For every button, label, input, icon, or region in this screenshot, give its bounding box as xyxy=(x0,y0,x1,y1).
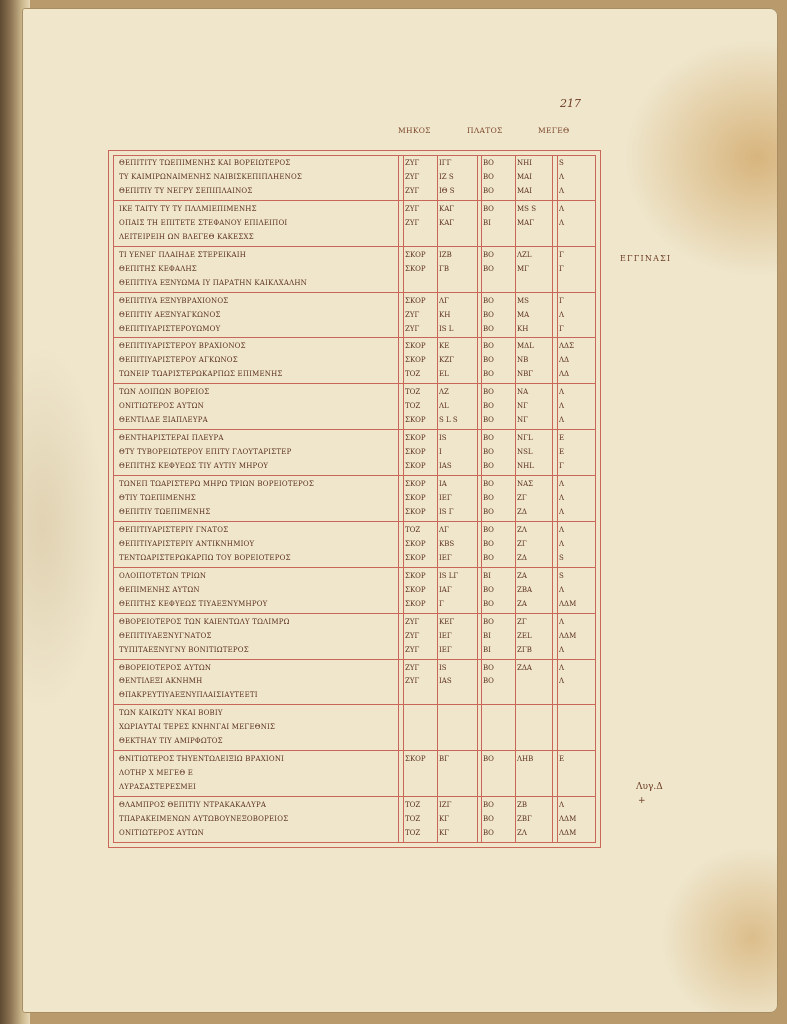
table-value-cell: ΣΚΟΡ xyxy=(405,571,426,580)
table-value-cell: ΣΚΟΡ xyxy=(405,480,426,489)
table-value-cell: ΒΟ xyxy=(483,617,494,626)
table-value-cell: ΒΟ xyxy=(483,815,494,824)
table-value-cell: Γ xyxy=(559,264,564,273)
table-value-cell: ΖΥΓ xyxy=(405,218,420,227)
table-value-cell: Λ xyxy=(559,801,565,810)
table-value-cell: ΖΛ xyxy=(517,525,527,534)
table-value-cell: ΙΕΓ xyxy=(439,494,452,503)
table-value-cell xyxy=(559,721,593,733)
table-value-cell: ΜΔL xyxy=(517,342,534,351)
table-value-cell: ΙS Γ xyxy=(439,507,454,516)
star-description-line: ΘΕΠΙΤΙΥ ΤΩΕΠΙΜΕΝΗΣ xyxy=(119,507,211,516)
table-value-cell: ΛΖL xyxy=(517,250,532,259)
table-value-cell: ΒΟ xyxy=(483,388,494,397)
table-value-cell: ΒΟ xyxy=(483,553,494,562)
folio-number: 217 xyxy=(560,97,581,110)
table-value-cell: Λ xyxy=(559,677,565,686)
table-value-cell: ΜΑΓ xyxy=(517,218,535,227)
table-value-cell: ΚΗ xyxy=(439,310,451,319)
table-value-cell: ΣΚΟΡ xyxy=(405,342,426,351)
table-value-cell: ΒΟ xyxy=(483,829,494,838)
table-value-cell: Λ xyxy=(559,416,565,425)
table-value-cell xyxy=(559,767,593,779)
table-value-cell: ΙΕΓ xyxy=(439,645,452,654)
table-value-cell: ΝΗL xyxy=(517,462,534,471)
star-description-line: ΘΕΠΙΤΙΥΑ ΕΞΝΥΩΜΑ ΙΥ ΠΑΡΑΤΗΝ ΚΑΙΚΛΧΑΛΗΝ xyxy=(119,278,308,287)
table-value-cell: Λ xyxy=(559,218,565,227)
table-value-cell: ΝSL xyxy=(517,448,533,457)
table-value-cell: ΒΟ xyxy=(483,677,494,686)
table-value-cell: ΣΚΟΡ xyxy=(405,416,426,425)
table-value-cell xyxy=(559,689,593,701)
table-value-cell: ΤΟΖ xyxy=(405,370,421,379)
star-description-line: ΟΝΙΤΙΩΤΕΡΟΣ ΑΥΤΩΝ xyxy=(119,402,204,411)
table-value-cell: ΙΕΓ xyxy=(439,553,452,562)
table-value-cell xyxy=(439,707,476,719)
star-description-line: ΤΩΝ ΛΟΙΠΩΝ ΒΟΡΕΙΟΣ xyxy=(119,388,210,397)
table-value-cell xyxy=(439,781,476,793)
star-description-line: ΘΕΠΙΜΕΝΗΣ ΑΥΤΩΝ xyxy=(119,585,200,594)
table-value-cell xyxy=(439,767,476,779)
star-description-line: ΤΩΝ ΚΑΙΚΩΤΥ ΝΚΑΙ ΒΟΒΙΥ xyxy=(119,709,223,718)
margin-note-lower xyxy=(636,780,663,808)
table-value-cell xyxy=(405,781,437,793)
table-value-cell: ΖΓ xyxy=(517,539,527,548)
table-value-cell: ΒΟ xyxy=(483,356,494,365)
star-description-line: ΘΕΚΤΗΑΥ ΤΙΥ ΑΜΙΡΦΩΤΟΣ xyxy=(119,737,223,746)
table-value-cell: ΒΟ xyxy=(483,539,494,548)
star-description-line: ΤΙ ΥΕΝΕΓ ΠΛΑΙΗΔΕ ΣΤΕΡΕΙΚΑΙΗ xyxy=(119,250,247,259)
table-value-cell xyxy=(517,721,551,733)
table-value-cell: ΤΟΖ xyxy=(405,402,421,411)
table-value-cell: Λ xyxy=(559,539,565,548)
table-value-cell: ΖΥΓ xyxy=(405,324,420,333)
table-value-cell: ΓΒ xyxy=(439,264,450,273)
table-value-cell: ΜΑΙ xyxy=(517,186,532,195)
star-description-line: ΤΥ ΚΑΙΜΙΡΩΝΑΙΜΕΝΗΣ ΝΑΙΒΙΣΚΕΠΙΠΛΗΕΝΟΣ xyxy=(119,172,303,181)
table-value-cell: ΖΥΓ xyxy=(405,172,420,181)
table-value-cell: ΒΟ xyxy=(483,296,494,305)
table-value-cell: ΒΟ xyxy=(483,402,494,411)
table-value-cell: ΖΔ xyxy=(517,553,527,562)
star-description-line: ΟΝΙΤΙΩΤΕΡΟΣ ΑΥΤΩΝ xyxy=(119,829,204,838)
table-value-cell xyxy=(439,689,476,701)
table-value-cell: ΙS L xyxy=(439,324,454,333)
table-value-cell: ΝΓ xyxy=(517,416,528,425)
table-value-cell: ΝΓ xyxy=(517,402,528,411)
table-value-cell: ΒΟ xyxy=(483,324,494,333)
table-value-cell xyxy=(439,721,476,733)
table-value-cell xyxy=(483,707,513,719)
table-value-cell: ΤΟΖ xyxy=(405,815,421,824)
table-value-cell xyxy=(559,231,593,243)
table-value-cell: ΙΑ xyxy=(439,480,447,489)
table-value-cell xyxy=(559,735,593,747)
table-value-cell xyxy=(517,689,551,701)
star-description-line: ΘΕΠΙΤΗΣ ΚΕΦΥΕΩΣ ΤΙΥΑΕΞΝΥΜΗΡΟΥ xyxy=(119,599,268,608)
star-description-line: ΤΠΑΡΑΚΕΙΜΕΝΩΝ ΑΥΤΩΒΟΥΝΕΞΟΒΟΡΕΙΟΣ xyxy=(119,815,289,824)
table-value-cell: ΝΑΣ xyxy=(517,480,534,489)
table-value-cell: ΛΔΜ xyxy=(559,815,577,824)
table-value-cell: ΖΒΑ xyxy=(517,585,533,594)
table-value-cell: ΙΖΒ xyxy=(439,250,452,259)
column-header-magnitude: ΜΕΓΕΘ xyxy=(538,126,570,135)
star-description-line: ΘΝΙΤΙΩΤΕΡΟΣ ΤΗΥΕΝΤΩΛΕΙΞΙΩ ΒΡΑΧΙΟΝΙ xyxy=(119,755,285,764)
table-value-cell: ΖΥΓ xyxy=(405,677,420,686)
table-value-cell xyxy=(439,231,476,243)
table-value-cell: ΚΑΓ xyxy=(439,218,455,227)
table-value-cell: ΖΥΓ xyxy=(405,663,420,672)
table-value-cell: S xyxy=(559,571,564,580)
table-value-cell: ΝΒ xyxy=(517,356,529,365)
table-value-cell xyxy=(559,781,593,793)
table-value-cell: ΣΚΟΡ xyxy=(405,494,426,503)
star-description-line: ΤΩΝΕΠ ΤΩΑΡΙΣΤΕΡΩ ΜΗΡΩ ΤΡΙΩΝ ΒΟΡΕΙΟΤΕΡΟΣ xyxy=(119,480,314,489)
table-value-cell: ΒΟ xyxy=(483,480,494,489)
table-value-cell xyxy=(517,781,551,793)
table-value-cell: ΣΚΟΡ xyxy=(405,599,426,608)
table-value-cell xyxy=(405,689,437,701)
star-description-line: ΘΕΝΤΙΛΔΕ ΞΙΑΠΛΕΥΡΑ xyxy=(119,416,208,425)
table-value-cell: ΖΔΑ xyxy=(517,663,532,672)
table-value-cell: ΒΟ xyxy=(483,585,494,594)
table-value-cell: ΣΚΟΡ xyxy=(405,507,426,516)
margin-note-lower-line: + xyxy=(638,796,646,806)
table-value-cell: ΚΒS xyxy=(439,539,455,548)
table-value-cell: ΒΟ xyxy=(483,370,494,379)
star-description-line: ΟΠΑΙΣ ΤΗ ΕΠΙΤΕΤΕ ΣΤΕΦΑΝΟΥ ΕΠΙΛΕΙΠΟΙ xyxy=(119,218,288,227)
table-value-cell: S L S xyxy=(439,416,458,425)
table-value-cell: Λ xyxy=(559,585,565,594)
star-description-line: ΘΤΙΥ ΤΩΕΠΙΜΕΝΗΣ xyxy=(119,494,196,503)
table-value-cell: ΙΖ S xyxy=(439,172,454,181)
table-value-cell: Λ xyxy=(559,402,565,411)
table-value-cell: ΙΑS xyxy=(439,462,452,471)
star-description-line: ΘΤΥ ΤΥΒΟΡΕΙΩΤΕΡΟΥ ΕΠΙΤΥ ΓΛΟΥΤΑΡΙΣΤΕΡ xyxy=(119,448,292,457)
table-value-cell: ΒΟ xyxy=(483,186,494,195)
star-description-line: ΘΕΠΙΤΙΥ ΑΕΞΝΥΑΓΚΩΝΟΣ xyxy=(119,310,221,319)
table-value-cell xyxy=(483,781,513,793)
table-value-cell: ΒΟ xyxy=(483,494,494,503)
table-value-cell: Ε xyxy=(559,448,565,457)
star-description-line: ΘΕΠΙΤΙΥ ΤΥ ΝΕΓΡΥ ΣΕΠΙΠΛΑΙΝΟΣ xyxy=(119,186,253,195)
table-value-cell: Ε xyxy=(559,755,565,764)
star-description-line: ΘΒΟΡΕΙΟΤΕΡΟΣ ΑΥΤΩΝ xyxy=(119,663,212,672)
table-value-cell: ΒΟ xyxy=(483,342,494,351)
table-value-cell xyxy=(517,735,551,747)
table-value-cell: ΙΓΓ xyxy=(439,159,452,167)
table-value-cell: ΚΖΓ xyxy=(439,356,454,365)
table-value-cell: Λ xyxy=(559,480,565,489)
table-value-cell: ΤΟΖ xyxy=(405,829,421,838)
table-value-cell xyxy=(405,721,437,733)
table-value-cell: ΙΑΓ xyxy=(439,585,452,594)
star-description-line: ΘΕΠΙΤΙΥΑΡΙΣΤΕΡΟΥ ΒΡΑΧΙΟΝΟΣ xyxy=(119,342,246,351)
table-value-cell: ΜΓ xyxy=(517,264,530,273)
table-value-cell: ΛL xyxy=(439,402,449,411)
star-description-line: ΛΥΡΑΣΑΣΤΕΡΕΣΜΕΙ xyxy=(119,783,196,792)
table-value-cell xyxy=(559,707,593,719)
table-value-cell: ΖΑ xyxy=(517,599,527,608)
star-description-line: ΘΕΠΙΤΙΥΑ ΕΞΝΥΒΡΑΧΙΟΝΟΣ xyxy=(119,296,229,305)
table-value-cell: ΒΟ xyxy=(483,525,494,534)
table-value-cell xyxy=(517,707,551,719)
table-value-cell: ΚΕΓ xyxy=(439,617,455,626)
star-description-line: ΘΕΝΤΙΛΕΞΙ ΑΚΝΗΜΗ xyxy=(119,677,203,686)
star-description-line: ΘΕΠΙΤΗΣ ΚΕΦΥΕΩΣ ΤΙΥ ΑΥΤΙΥ ΜΗΡΟΥ xyxy=(119,462,269,471)
table-value-cell: Γ xyxy=(439,599,444,608)
table-value-cell: ΙS xyxy=(439,663,447,672)
table-value-cell: Γ xyxy=(559,250,564,259)
table-value-cell: ΒΟ xyxy=(483,663,494,672)
table-value-cell xyxy=(405,735,437,747)
table-value-cell: ΣΚΟΡ xyxy=(405,250,426,259)
table-value-cell: ΖΕL xyxy=(517,631,532,640)
table-value-cell: Λ xyxy=(559,617,565,626)
table-value-cell: ΛΔΜ xyxy=(559,631,577,640)
table-value-cell: ΒΟ xyxy=(483,448,494,457)
table-value-cell: ΚΑΓ xyxy=(439,204,455,213)
table-value-cell: ΤΟΖ xyxy=(405,525,421,534)
table-value-cell: ΒΟ xyxy=(483,416,494,425)
table-value-cell: ΒΟ xyxy=(483,755,494,764)
table-value-cell: ΛΗΒ xyxy=(517,755,534,764)
table-value-cell: ΒΟ xyxy=(483,310,494,319)
table-value-cell: ΛΔ xyxy=(559,356,570,365)
star-description-line: ΘΕΠΙΤΗΣ ΚΕΦΑΛΗΣ xyxy=(119,264,197,273)
star-description-line: ΤΥΠΙΤΑΕΞΝΥΓΝΥ ΒΟΝΙΤΙΩΤΕΡΟΣ xyxy=(119,645,249,654)
table-value-cell: ΣΚΟΡ xyxy=(405,755,426,764)
table-value-cell: ΚΓ xyxy=(439,815,450,824)
table-value-cell: ΖΛ xyxy=(517,829,527,838)
star-description-line: ΧΩΡΙΑΥΤΑΙ ΤΕΡΕΣ ΚΝΗΝΓΑΙ ΜΕΓΕΘΝΙΣ xyxy=(119,723,276,732)
star-description-line: ΘΕΠΙΤΙΥΑΡΙΣΤΕΡΟΥΩΜΟΥ xyxy=(119,324,221,333)
table-value-cell: ΖΓ xyxy=(517,494,527,503)
table-value-cell: ΤΟΖ xyxy=(405,801,421,810)
table-value-cell xyxy=(517,277,551,289)
table-value-cell: ΚΓ xyxy=(439,829,450,838)
table-value-cell: ΕL xyxy=(439,370,449,379)
star-description-line: ΤΕΝΤΩΑΡΙΣΤΕΡΩΚΑΡΠΩ ΤΟΥ ΒΟΡΕΙΟΤΕΡΟΣ xyxy=(119,553,291,562)
table-value-cell: ΚΕ xyxy=(439,342,450,351)
table-value-cell: ΒΟ xyxy=(483,204,494,213)
table-value-cell: Λ xyxy=(559,525,565,534)
table-value-cell: ΝΑ xyxy=(517,388,529,397)
table-value-cell xyxy=(483,735,513,747)
table-value-cell: ΖΥΓ xyxy=(405,645,420,654)
table-value-cell: S xyxy=(559,159,564,167)
table-value-cell: S xyxy=(559,553,564,562)
table-value-cell: ΣΚΟΡ xyxy=(405,264,426,273)
table-value-cell: ΣΚΟΡ xyxy=(405,448,426,457)
table-value-cell: ΒΟ xyxy=(483,264,494,273)
table-value-cell: Λ xyxy=(559,186,565,195)
table-value-cell xyxy=(405,707,437,719)
star-description-line: ΙΚΕ ΤΑΙΤΥ ΤΥ ΤΥ ΠΛΛΜΙΕΠΙΜΕΝΗΣ xyxy=(119,204,257,213)
table-value-cell: ΣΚΟΡ xyxy=(405,462,426,471)
table-value-cell: ΛΔΜ xyxy=(559,599,577,608)
table-value-cell xyxy=(517,767,551,779)
table-value-cell: Λ xyxy=(559,310,565,319)
table-value-cell: ΚΗ xyxy=(517,324,529,333)
table-value-cell: ΛΓ xyxy=(439,296,449,305)
table-value-cell: ΛΔΜ xyxy=(559,829,577,838)
table-value-cell: Λ xyxy=(559,507,565,516)
table-value-cell: ΖΒΓ xyxy=(517,815,532,824)
table-value-cell: ΣΚΟΡ xyxy=(405,553,426,562)
table-value-cell xyxy=(483,721,513,733)
star-description-line: ΟΛΟΙΠΟΤΕΤΩΝ ΤΡΙΩΝ xyxy=(119,571,207,580)
table-value-cell: ΜS S xyxy=(517,204,536,213)
table-value-cell: ΖΥΓ xyxy=(405,631,420,640)
table-value-cell: Γ xyxy=(559,324,564,333)
table-value-cell xyxy=(405,767,437,779)
table-value-cell: ΒΓ xyxy=(439,755,450,764)
table-value-cell: ΙΕΓ xyxy=(439,631,452,640)
table-value-cell: ΣΚΟΡ xyxy=(405,296,426,305)
table-value-cell: Λ xyxy=(559,494,565,503)
table-value-cell: ΣΚΟΡ xyxy=(405,434,426,443)
star-description-line: ΘΕΠΙΤΙΥΑΡΙΣΤΕΡΙΥ ΓΝΑΤΟΣ xyxy=(119,525,229,534)
table-value-cell: ΛΔ xyxy=(559,370,570,379)
table-value-cell: ΙS xyxy=(439,434,447,443)
table-value-cell xyxy=(483,277,513,289)
table-value-cell: ΣΚΟΡ xyxy=(405,539,426,548)
table-value-cell: ΖΔ xyxy=(517,507,527,516)
table-value-cell: ΛΔΣ xyxy=(559,342,575,351)
table-value-cell: ΣΚΟΡ xyxy=(405,585,426,594)
table-value-cell: Λ xyxy=(559,663,565,672)
star-description-line: ΘΛΑΜΠΡΟΣ ΘΕΠΙΤΙΥ ΝΤΡΑΚΑΚΑΛΥΡΑ xyxy=(119,801,267,810)
table-value-cell xyxy=(439,277,476,289)
table-value-cell xyxy=(517,231,551,243)
table-value-cell: ΖΥΓ xyxy=(405,310,420,319)
table-value-cell: ΖΓΒ xyxy=(517,645,532,654)
table-value-cell: ΖΥΓ xyxy=(405,186,420,195)
table-value-cell: ΖΥΓ xyxy=(405,204,420,213)
star-description-line: ΤΩΝΕΙΡ ΤΩΑΡΙΣΤΕΡΩΚΑΡΠΩΣ ΕΠΙΜΕΝΗΣ xyxy=(119,370,283,379)
table-value-cell: ΒΙ xyxy=(483,218,491,227)
table-value-cell: ΜΑ xyxy=(517,310,530,319)
star-description-line: ΛΕΙΤΕΙΡΕΙΗ ΩΝ ΒΛΕΓΕΘ ΚΑΚΕΣΧΣ xyxy=(119,232,254,241)
column-header-width: ΠΛΑΤΟΣ xyxy=(467,126,503,135)
table-value-cell: ΒΟ xyxy=(483,434,494,443)
table-value-cell: ΖΑ xyxy=(517,571,527,580)
table-value-cell: ΜS xyxy=(517,296,529,305)
star-description-line: ΘΠΑΚΡΕΥΤΙΥΑΕΞΝΥΠΛΑΙΣΙΑΥΤΕΕΤΙ xyxy=(119,691,258,700)
table-value-cell: ΙΘ S xyxy=(439,186,455,195)
table-value-cell: ΒΟ xyxy=(483,250,494,259)
table-value-cell: Λ xyxy=(559,645,565,654)
table-value-cell xyxy=(559,277,593,289)
table-value-cell: ΛΓ xyxy=(439,525,449,534)
table-value-cell: ΖΥΓ xyxy=(405,159,420,167)
table-value-cell: ΒΟ xyxy=(483,159,494,167)
column-header-length: ΜΗΚΟΣ xyxy=(398,126,431,135)
table-value-cell xyxy=(483,689,513,701)
star-description-line: ΘΕΠΙΤΙΤΥ ΤΩΕΠΙΜΕΝΗΣ ΚΑΙ ΒΟΡΕΙΩΤΕΡΟΣ xyxy=(119,159,291,167)
table-value-cell: ΒΙ xyxy=(483,645,491,654)
table-value-cell: ΙS LΓ xyxy=(439,571,459,580)
table-value-cell xyxy=(517,675,551,687)
table-value-cell: ΒΟ xyxy=(483,801,494,810)
table-value-cell: ΛΖ xyxy=(439,388,449,397)
table-value-cell: ΖΒ xyxy=(517,801,528,810)
table-value-cell: Ε xyxy=(559,434,565,443)
table-value-cell: Γ xyxy=(559,462,564,471)
table-value-cell: ΖΥΓ xyxy=(405,617,420,626)
table-value-cell: Ι xyxy=(439,448,442,457)
star-description-line: ΘΕΠΙΤΙΥΑΕΞΝΥΓΝΑΤΟΣ xyxy=(119,631,212,640)
table-value-cell: ΤΟΖ xyxy=(405,388,421,397)
table-value-cell: ΝΒΓ xyxy=(517,370,534,379)
table-value-cell: ΜΑΙ xyxy=(517,172,532,181)
table-value-cell: ΒΟ xyxy=(483,462,494,471)
table-value-cell: ΒΟ xyxy=(483,599,494,608)
table-value-cell: Γ xyxy=(559,296,564,305)
table-value-cell: Λ xyxy=(559,204,565,213)
table-value-cell xyxy=(483,231,513,243)
margin-note-lower-line: Λυγ.Δ xyxy=(636,782,663,792)
table-value-cell xyxy=(405,231,437,243)
table-value-cell: ΖΓ xyxy=(517,617,527,626)
table-value-cell: ΝΗΙ xyxy=(517,159,532,167)
margin-note-right: ΕΓΓΙΝΑΣΙ xyxy=(620,254,672,263)
star-description-line: ΛΟΤΗΡ Χ ΜΕΓΕΘ Ε xyxy=(119,769,194,778)
table-value-cell: ΒΟ xyxy=(483,507,494,516)
table-value-cell: ΙΖΓ xyxy=(439,801,452,810)
table-value-cell: Λ xyxy=(559,388,565,397)
table-value-cell xyxy=(483,767,513,779)
star-description-line: ΘΒΟΡΕΙΟΤΕΡΟΣ ΤΩΝ ΚΑΙΕΝΤΩΛΥ ΤΩΛΙΜΡΩ xyxy=(119,617,290,626)
table-value-cell: ΒΙ xyxy=(483,571,491,580)
table-value-cell: ΝΓL xyxy=(517,434,533,443)
table-value-cell: ΒΙ xyxy=(483,631,491,640)
table-value-cell: ΙΑS xyxy=(439,677,452,686)
star-description-line: ΘΕΠΙΤΙΥΑΡΙΣΤΕΡΙΥ ΑΝΤΙΚΝΗΜΙΟΥ xyxy=(119,539,255,548)
table-value-cell: ΣΚΟΡ xyxy=(405,356,426,365)
star-description-line: ΘΕΝΤΗΑΡΙΣΤΕΡΑΙ ΠΛΕΥΡΑ xyxy=(119,434,224,443)
table-value-cell: ΒΟ xyxy=(483,172,494,181)
table-value-cell xyxy=(439,735,476,747)
table-value-cell xyxy=(405,277,437,289)
star-description-line: ΘΕΠΙΤΙΥΑΡΙΣΤΕΡΟΥ ΑΓΚΩΝΟΣ xyxy=(119,356,238,365)
table-value-cell: Λ xyxy=(559,172,565,181)
